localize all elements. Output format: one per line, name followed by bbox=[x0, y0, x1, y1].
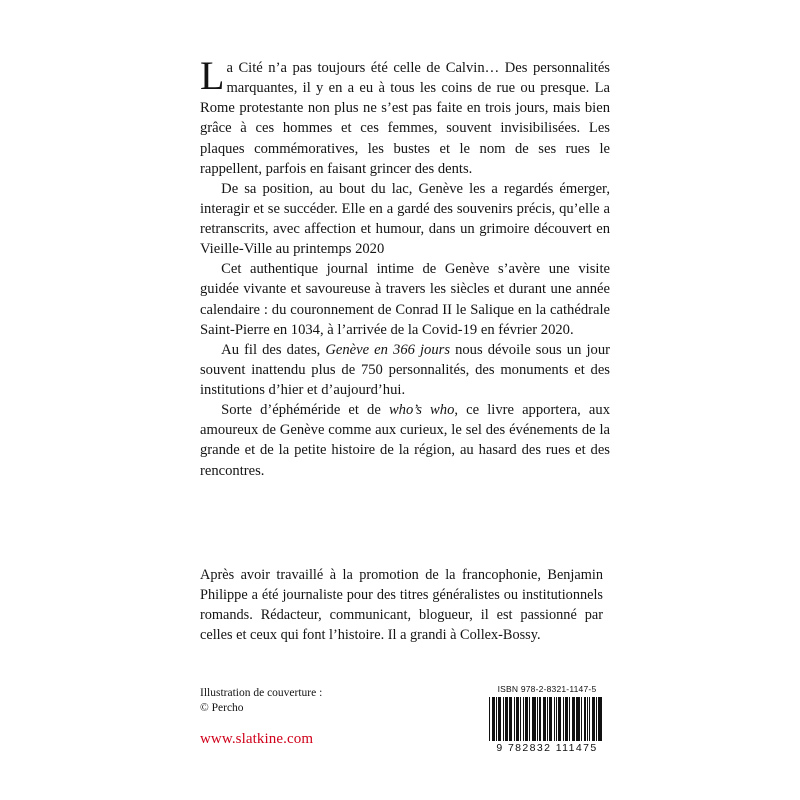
blurb-paragraph-1 bbox=[200, 53, 610, 179]
blurb-text bbox=[200, 53, 611, 481]
cover-credit-block bbox=[200, 686, 322, 717]
blurb-paragraph-3: Cet authentique journal intime de Genève s’avère une visite guidée vivante et savoureuse à travers les siècles et durant une année calendaire : du couronnement de Conrad II le Salique en la cathédrale Saint-Pierre en 1034, à l’arrivée de la Covid-19 en février 2020. bbox=[200, 261, 610, 338]
publisher-website-link[interactable]: www.slatkine.com bbox=[200, 731, 314, 747]
drop-cap: L bbox=[200, 53, 225, 98]
isbn-barcode-block bbox=[487, 684, 607, 754]
whos-who-italic: who’s who bbox=[388, 402, 455, 419]
blurb-block bbox=[200, 53, 611, 481]
blurb-paragraph-1-text: a Cité n’a pas toujours été celle de Calvin… Des personnalités marquantes, il y en a eu à tous les coins de rue ou presque. La Rome protestante non plus ne s’est pas faite en trois jours, mais bien grâce à ces hommes et ces femmes, souvent invisibilisées. Les plaques commémoratives, les bustes et le nom de ses rues le rappellent, parfois en faisant grincer des dents. bbox=[200, 60, 610, 177]
blurb-paragraph-5: Sorte d’éphéméride et de who’s who, ce livre apportera, aux amoureux de Genève comme aux curieux, le sel des événements de la grande et de la petite histoire de la région, au hasard des rues et des rencontres. bbox=[200, 402, 611, 479]
author-bio-block bbox=[200, 565, 603, 645]
barcode-digits: 9 782832 111475 bbox=[496, 742, 598, 754]
blurb-paragraph-2: De sa position, au bout du lac, Genève les a regardés émerger, interagir et se succéder. Elle en a gardé des souvenirs précis, qu’elle a retranscrits, avec affection et humour, dans un grimoire découvert en Vieille-Ville au printemps 2020 bbox=[200, 180, 610, 258]
cover-credit-line-1: Illustration de couverture : bbox=[200, 687, 323, 699]
author-bio-text: Après avoir travaillé à la promotion de la francophonie, Benjamin Philippe a été journaliste pour des titres généralistes ou institutionnels romands. Rédacteur, communicant, blogueur, il est passionné par celles et ceux qui font l’histoire. Il a grandi à Collex-Bossy. bbox=[200, 567, 603, 644]
barcode-image bbox=[487, 697, 605, 741]
isbn-label: ISBN 978-2-8321-1147-5 bbox=[497, 684, 597, 694]
blurb-paragraph-4: Au fil des dates, Genève en 366 jours nous dévoile sous un jour souvent inattendu plus de 750 personnalités, des monuments et des institutions d’hier et d’aujourd’hui. bbox=[200, 341, 610, 398]
cover-credit-line-2: © Percho bbox=[200, 702, 244, 715]
book-title-italic: Genève en 366 jours bbox=[325, 341, 451, 358]
